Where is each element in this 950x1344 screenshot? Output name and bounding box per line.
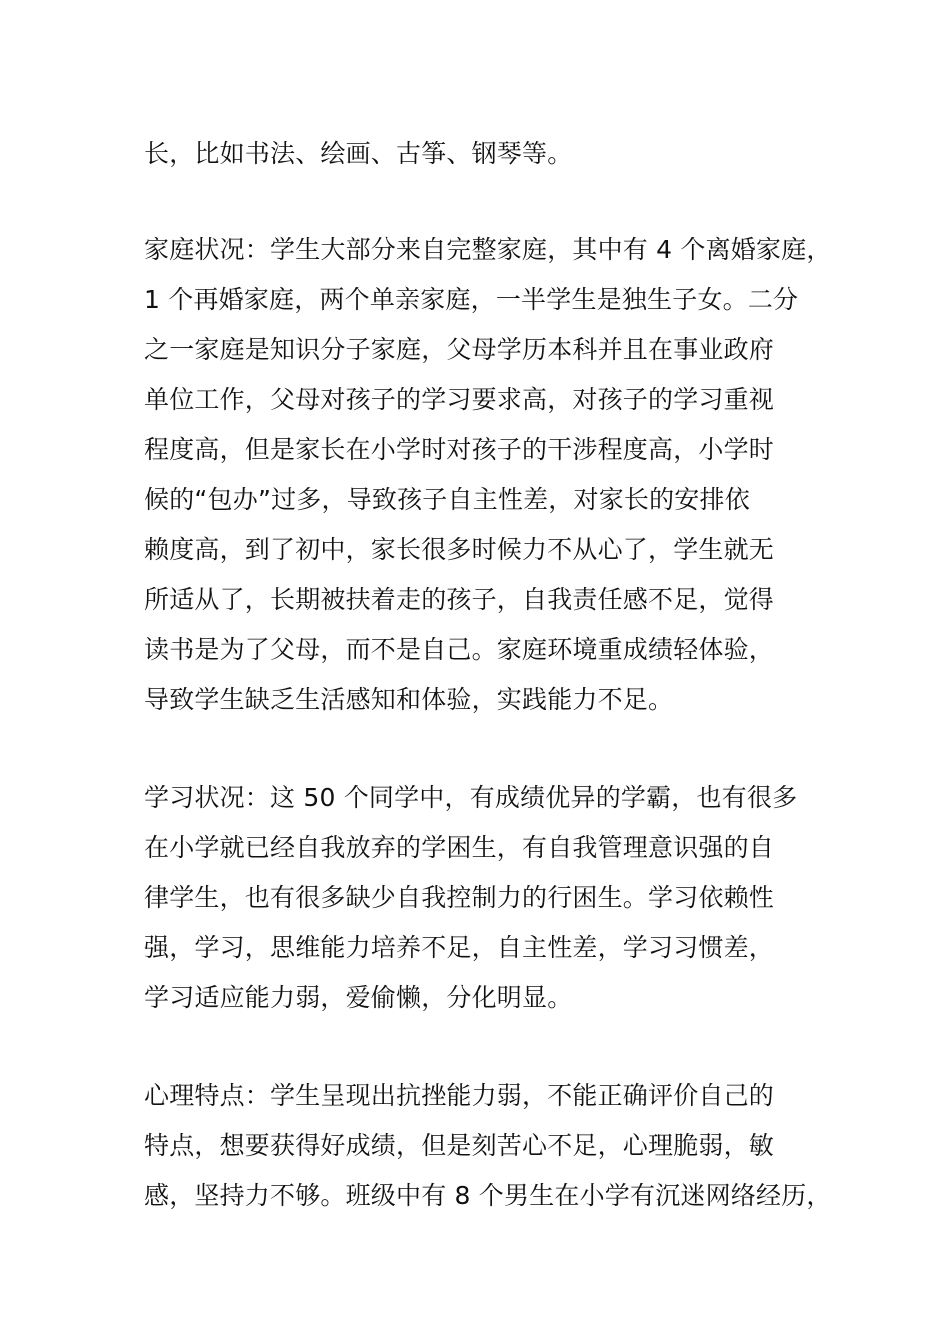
text-line: 读书是为了父母，而不是自己。家庭环境重成绩轻体验，: [144, 635, 775, 664]
text-line: 特点，想要获得好成绩，但是刻苦心不足，心理脆弱，敏: [144, 1131, 775, 1160]
text-line: 学习适应能力弱，爱偷懒，分化明显。: [144, 983, 573, 1012]
text-line: 赖度高，到了初中，家长很多时候力不从心了，学生就无: [144, 535, 775, 564]
text-line: 家庭状况：学生大部分来自完整家庭，其中有 4 个离婚家庭，: [144, 235, 832, 264]
text-line: 长，比如书法、绘画、古筝、钢琴等。: [144, 139, 573, 168]
text-line: 单位工作，父母对孩子的学习要求高，对孩子的学习重视: [144, 385, 775, 414]
text-line: 所适从了，长期被扶着走的孩子，自我责任感不足，觉得: [144, 585, 775, 614]
text-line: 1 个再婚家庭，两个单亲家庭，一半学生是独生子女。二分: [144, 285, 799, 314]
text-line: 候的“包办”过多，导致孩子自主性差，对家长的安排依: [144, 485, 750, 514]
text-line: 在小学就已经自我放弃的学困生，有自我管理意识强的自: [144, 833, 775, 862]
text-line: 律学生，也有很多缺少自我控制力的行困生。学习依赖性: [144, 883, 775, 912]
text-line: 程度高，但是家长在小学时对孩子的干涉程度高，小学时: [144, 435, 775, 464]
text-line: 学习状况：这 50 个同学中，有成绩优异的学霸，也有很多: [144, 783, 798, 812]
text-line: 心理特点：学生呈现出抗挫能力弱，不能正确评价自己的: [144, 1081, 775, 1110]
text-line: 导致学生缺乏生活感知和体验，实践能力不足。: [144, 685, 674, 714]
text-line: 强，学习，思维能力培养不足，自主性差，学习习惯差，: [144, 933, 775, 962]
text-line: 感，坚持力不够。班级中有 8 个男生在小学有沉迷网络经历，: [144, 1181, 832, 1210]
text-line: 之一家庭是知识分子家庭，父母学历本科并且在事业政府: [144, 335, 775, 364]
